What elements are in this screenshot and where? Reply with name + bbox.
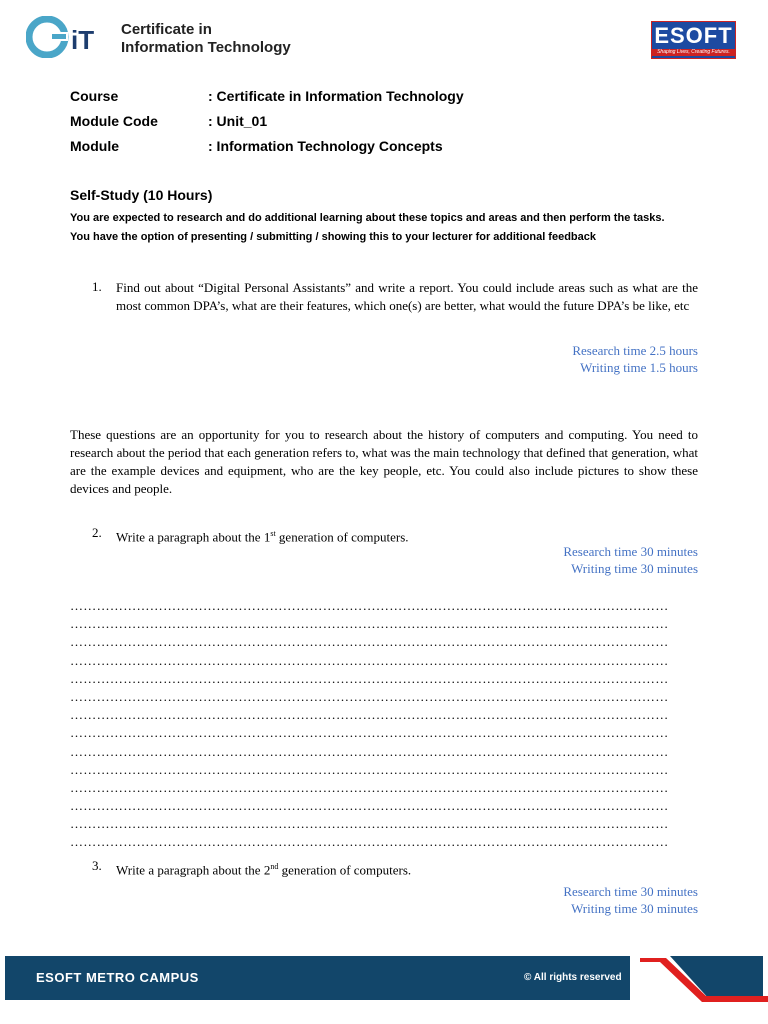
course-value: : Certificate in Information Technology (208, 88, 464, 104)
task3-number: 3. (92, 858, 102, 873)
answer-line[interactable]: ……………………………………………………………………………………………………………………… (70, 688, 669, 704)
module-label: Module (70, 138, 119, 154)
module-code-value: : Unit_01 (208, 113, 268, 129)
task1-writing-time: Writing time 1.5 hours (580, 360, 698, 375)
task3-text-before: Write a paragraph about the 2 (116, 862, 271, 878)
cit-logo (26, 16, 108, 58)
answer-line[interactable]: ……………………………………………………………………………………………………………………… (70, 834, 669, 850)
answer-line[interactable]: ……………………………………………………………………………………………………………………… (70, 707, 669, 723)
answer-line[interactable]: ……………………………………………………………………………………………………………………… (70, 743, 669, 759)
module-value: : Information Technology Concepts (208, 138, 443, 154)
answer-line[interactable]: ……………………………………………………………………………………………………………………… (70, 779, 669, 795)
task2-text-before: Write a paragraph about the 1 (116, 529, 271, 545)
answer-line[interactable]: ……………………………………………………………………………………………………………………… (70, 598, 669, 613)
intro-line-2: You have the option of presenting / submitting / showing this to your lecturer for additional feedback (70, 231, 596, 243)
answer-line[interactable]: ……………………………………………………………………………………………………………………… (70, 670, 669, 686)
esoft-logo-tagline: Shaping Lives, Creating Futures. (652, 49, 735, 56)
answer-line[interactable]: ……………………………………………………………………………………………………………………… (70, 761, 669, 777)
footer-swoosh-graphic (630, 952, 768, 1004)
answer-line[interactable]: ……………………………………………………………………………………………………………………… (70, 652, 669, 668)
task3-research-time: Research time 30 minutes (563, 884, 698, 899)
task2-writing-time: Writing time 30 minutes (571, 561, 698, 576)
task1-number: 1. (92, 279, 102, 294)
task3-writing-time: Writing time 30 minutes (571, 901, 698, 916)
footer-copyright: © All rights reserved (524, 972, 622, 983)
header-title-line2: Information Technology (121, 39, 291, 56)
task1-text: Find out about “Digital Personal Assistants” and write a report. You could include areas such as what are the most common DPA’s, what are their features, which one(s) are better, what would the future DPA’s be like, etc (116, 280, 698, 313)
course-label: Course (70, 88, 119, 104)
task1-research-time: Research time 2.5 hours (572, 343, 698, 358)
header-title (121, 21, 291, 57)
answer-lines (70, 597, 690, 852)
esoft-logo-word: ESOFT (654, 23, 733, 48)
cit-logo-text: iT (71, 25, 95, 55)
history-paragraph: These questions are an opportunity for you to research about the history of computers and computing. You need to research about the period that each generation refers to, what was the main technology that defined that generation, what are the example devices and equipment, who are the key people, etc. You could also include pictures to show these devices and people. (70, 427, 698, 496)
task3-text (116, 858, 698, 879)
task2-superscript: st (270, 529, 276, 538)
task3-superscript: nd (270, 862, 279, 871)
page-header (0, 0, 768, 68)
esoft-logo (651, 21, 736, 59)
answer-line[interactable]: ……………………………………………………………………………………………………………………… (70, 725, 669, 741)
self-study-heading: Self-Study (10 Hours) (70, 187, 213, 203)
header-title-line1: Certificate in (121, 21, 212, 38)
answer-line[interactable]: ……………………………………………………………………………………………………………………… (70, 816, 669, 832)
answer-line[interactable]: ……………………………………………………………………………………………………………………… (70, 616, 669, 632)
module-code-label: Module Code (70, 113, 158, 129)
task3-text-after: generation of computers. (278, 862, 412, 878)
answer-line[interactable]: ……………………………………………………………………………………………………………………… (70, 798, 669, 814)
answer-line[interactable]: ……………………………………………………………………………………………………………………… (70, 634, 669, 650)
intro-line-1: You are expected to research and do additional learning about these topics and areas and then perform the tasks. (70, 212, 665, 224)
task2-research-time: Research time 30 minutes (563, 544, 698, 559)
task2-number: 2. (92, 525, 102, 540)
task2-text-after: generation of computers. (275, 529, 409, 545)
footer-campus-name: ESOFT METRO CAMPUS (36, 970, 199, 985)
